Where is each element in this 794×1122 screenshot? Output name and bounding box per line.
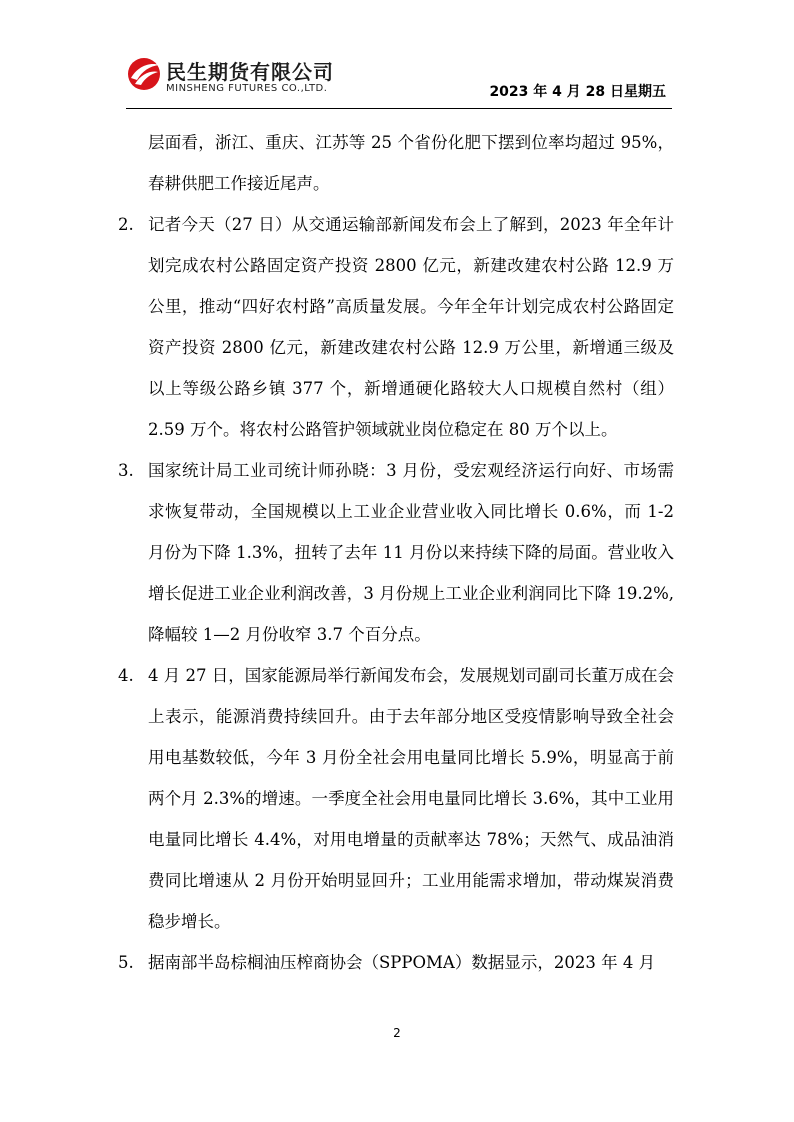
- item-text: 据南部半岛棕榈油压榨商协会（SPPOMA）数据显示，2023 年 4 月: [148, 953, 656, 972]
- list-item: [118, 942, 674, 983]
- page-header: [0, 0, 794, 120]
- list-item: [118, 655, 674, 942]
- report-date: 2023 年 4 月 28 日星期五: [489, 84, 666, 100]
- item-number: 3.: [118, 461, 134, 480]
- list-item: [118, 204, 674, 450]
- list-item: [118, 450, 674, 655]
- document-body: [118, 122, 674, 983]
- item-text: 4 月 27 日，国家能源局举行新闻发布会，发展规划司副司长董万成在会上表示，能源消费持续回升。由于去年部分地区受疫情影响导致全社会用电基数较低，今年 3 月份全社会用电量同比增长 5.9%，明显高于前两个月 2.3%的增速。一季度全社会用电量同比增长 3.6%，其中工业用电量同比增长 4.4%，对用电增量的贡献率达 78%；天然气、成品油消费同比增速从 2 月份开始明显回升；工业用能需求增加，带动煤炭消费稳步增长。: [148, 666, 674, 931]
- item-number: 5.: [118, 953, 134, 972]
- item-text: 记者今天（27 日）从交通运输部新闻发布会上了解到，2023 年全年计划完成农村公路固定资产投资 2800 亿元，新建改建农村公路 12.9 万公里，推动“四好农村路”高质量发展。今年全年计划完成农村公路固定资产投资 2800 亿元，新建改建农村公路 12.9 万公里，新增通三级及以上等级公路乡镇 377 个，新增通硬化路较大人口规模自然村（组）2.59 万个。将农村公路管护领域就业岗位稳定在 80 万个以上。: [148, 215, 674, 439]
- minsheng-logo-icon: [126, 56, 162, 92]
- page-number: 2: [393, 1026, 401, 1040]
- continued-paragraph: 层面看，浙江、重庆、江苏等 25 个省份化肥下摆到位率均超过 95%，春耕供肥工作接近尾声。: [148, 133, 674, 193]
- item-text: 国家统计局工业司统计师孙晓：3 月份，受宏观经济运行向好、市场需求恢复带动，全国规模以上工业企业营业收入同比增长 0.6%，而 1-2 月份为下降 1.3%，扭转了去年 11 月份以来持续下降的局面。营业收入增长促进工业企业利润改善，3 月份规上工业企业利润同比下降 19.2%,降幅较 1—2 月份收窄 3.7 个百分点。: [148, 461, 674, 644]
- logo-english-name: MINSHENG FUTURES CO.,LTD.: [166, 83, 328, 94]
- company-logo: [126, 56, 366, 100]
- item-number: 4.: [118, 666, 134, 685]
- item-number: 2.: [118, 215, 134, 234]
- logo-chinese-name: 民生期货有限公司: [166, 60, 334, 84]
- header-rule: [126, 108, 672, 109]
